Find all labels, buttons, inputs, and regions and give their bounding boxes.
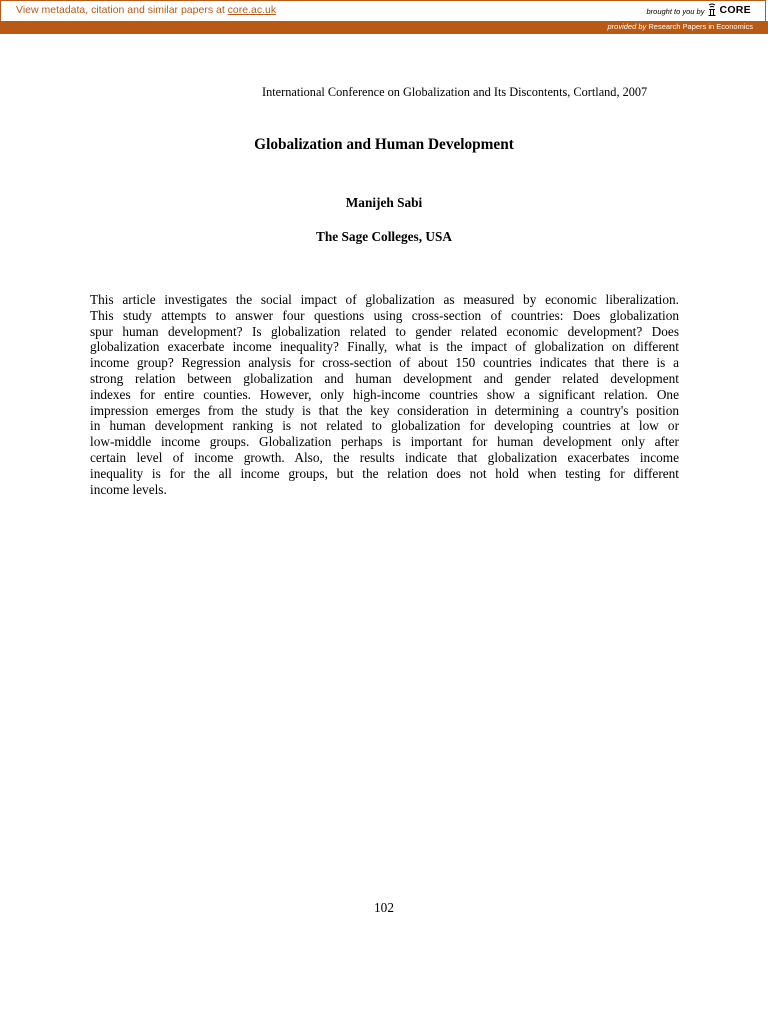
core-logo-text: CORE — [719, 4, 751, 16]
brought-to-you-label: brought to you by — [646, 7, 705, 16]
core-metadata-label: View metadata, citation and similar papers at — [16, 4, 228, 16]
abstract-line: certain level of income growth. Also, the results indicate that globalization exacerbates income — [90, 449, 679, 465]
core-banner — [0, 0, 766, 21]
conference-header: International Conference on Globalization and Its Discontents, Cortland, 2007 — [262, 85, 648, 99]
abstract-line: spur human development? Is globalization related to gender related economic development? Does — [90, 323, 679, 339]
abstract-line: This study attempts to answer four questions using cross-section of countries: Does globalization — [90, 307, 679, 323]
author-name: Manijeh Sabi — [345, 195, 423, 210]
paper-title: Globalization and Human Development — [254, 136, 514, 153]
abstract-line: indexes for entire counties. However, only high-income countries show a significant relation. One — [90, 386, 679, 402]
provided-by-text[interactable] — [607, 22, 753, 31]
abstract-line: strong relation between globalization and human development and gender related development — [90, 370, 679, 386]
abstract-line: low-middle income groups. Globalization perhaps is important for human development only after — [90, 434, 679, 450]
abstract-line: in human development ranking is not related to globalization for developing countries at low or — [90, 418, 679, 434]
abstract-line: income levels. — [90, 481, 167, 497]
page-number: 102 — [374, 900, 394, 915]
abstract-line: This article investigates the social impact of globalization as measured by economic liberalization. — [90, 292, 679, 307]
abstract-line: inequality is for the all income groups, but the relation does not hold when testing for different — [90, 465, 679, 481]
author-affiliation: The Sage Colleges, USA — [316, 229, 452, 244]
core-ac-uk-link[interactable]: core.ac.uk — [227, 4, 277, 16]
abstract-line: income group? Regression analysis for cross-section of about 150 countries indicates that there is a — [90, 355, 679, 371]
core-provider-bar — [0, 21, 768, 34]
provider-name: Research Papers in Economics — [648, 22, 753, 31]
abstract-line: impression emerges from the study is that the key consideration in determining a country's position — [90, 402, 679, 418]
core-branding[interactable] — [646, 3, 751, 17]
core-logo-icon — [707, 3, 717, 17]
abstract-paragraph — [90, 292, 679, 497]
provided-by-label: provided by — [607, 22, 647, 31]
abstract-line: globalization exacerbate income inequality? Finally, what is the impact of globalization on different — [90, 339, 679, 355]
core-metadata-text — [16, 4, 276, 16]
